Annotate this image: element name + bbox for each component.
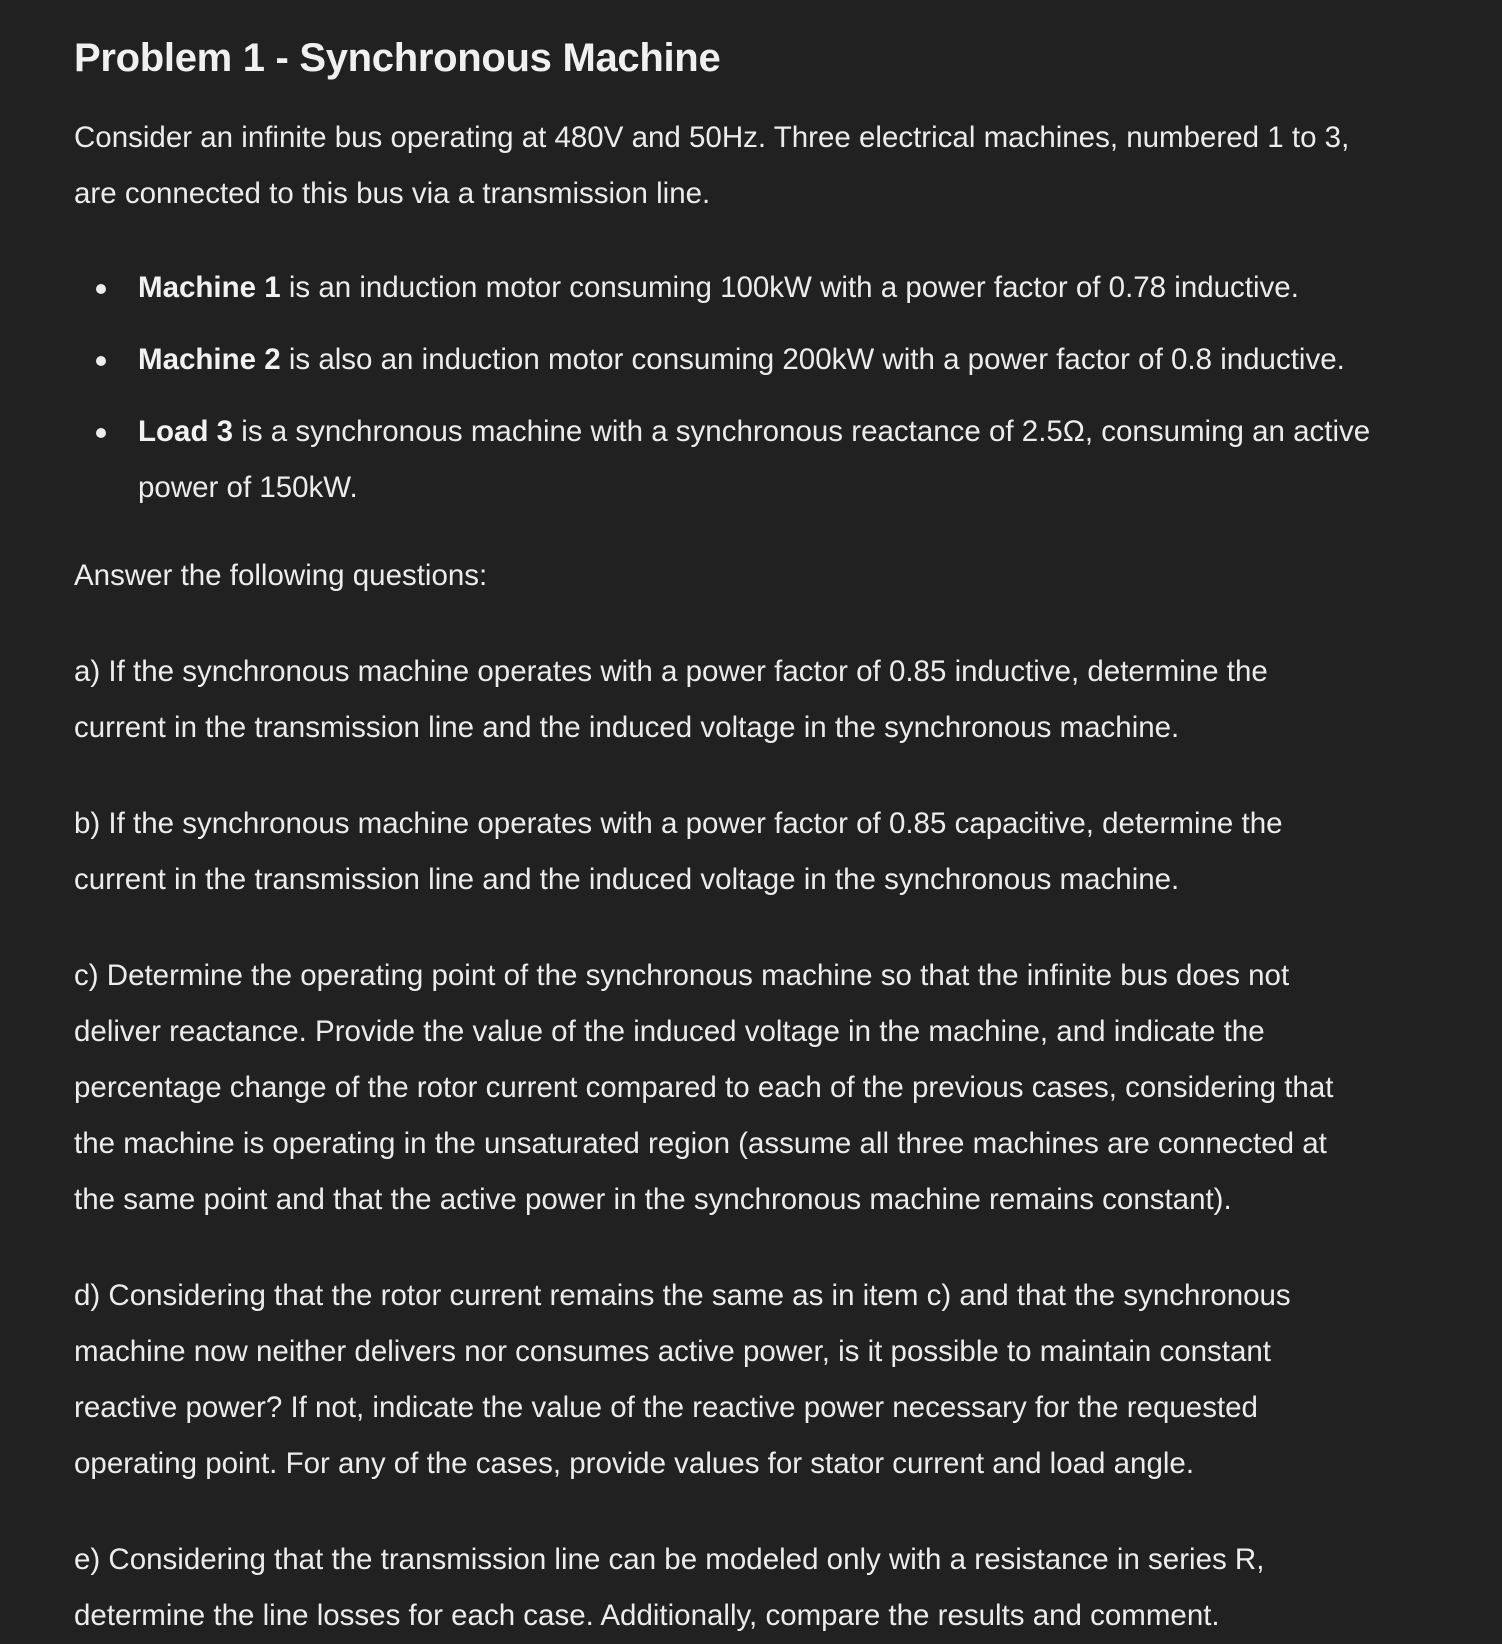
list-item-machine-1 [74,260,1502,316]
questions-prompt: Answer the following questions: [74,559,488,592]
question-d: d) Considering that the rotor current remains the same as in item c) and that the synchronous machine now neither delivers nor consumes active power, is it possible to maintain constant reactive power? If not, indicate the value of the reactive power necessary for the requested operating point. For any of the cases, provide values for stator current and load angle. [74,1279,1291,1480]
bullet-icon [96,356,106,366]
bullet-icon [96,428,106,438]
intro-paragraph [74,110,1502,222]
intro-line: Consider an infinite bus operating at 480V and 50Hz. Three electrical machines, numbered 1 to 3, [74,121,1350,154]
list-item-machine-2 [74,332,1502,388]
problem-document [74,22,1502,1644]
machine-name: Load 3 [138,415,234,448]
machine-description: is a synchronous machine with a synchronous reactance of 2.5Ω, consuming an active [233,415,1371,448]
machine-description: is also an induction motor consuming 200kW with a power factor of 0.8 inductive. [280,343,1345,376]
page-title: Problem 1 - Synchronous Machine [74,36,721,80]
machine-description: is an induction motor consuming 100kW with a power factor of 0.78 inductive. [280,271,1299,304]
question-b: b) If the synchronous machine operates with a power factor of 0.85 capacitive, determine the current in the transmission line and the induced voltage in the synchronous machine. [74,807,1283,896]
intro-line: are connected to this bus via a transmission line. [74,177,711,210]
machine-name: Machine 1 [138,271,281,304]
machine-description: power of 150kW. [138,471,358,504]
list-item-load-3 [74,404,1502,516]
bullet-icon [96,284,106,294]
machine-name: Machine 2 [138,343,281,376]
question-c: c) Determine the operating point of the synchronous machine so that the infinite bus does not deliver reactance. Provide the value of the induced voltage in the machine, and indicate the percentage change of the rotor current compared to each of the previous cases, considering that the machine is operating in the unsaturated region (assume all three machines are connected at the same point and that the active power in the synchronous machine remains constant). [74,959,1334,1216]
question-a: a) If the synchronous machine operates with a power factor of 0.85 inductive, determine the current in the transmission line and the induced voltage in the synchronous machine. [74,655,1268,744]
machine-list [74,260,1502,516]
question-e: e) Considering that the transmission line can be modeled only with a resistance in series R, determine the line losses for each case. Additionally, compare the results and comment. [74,1543,1265,1632]
